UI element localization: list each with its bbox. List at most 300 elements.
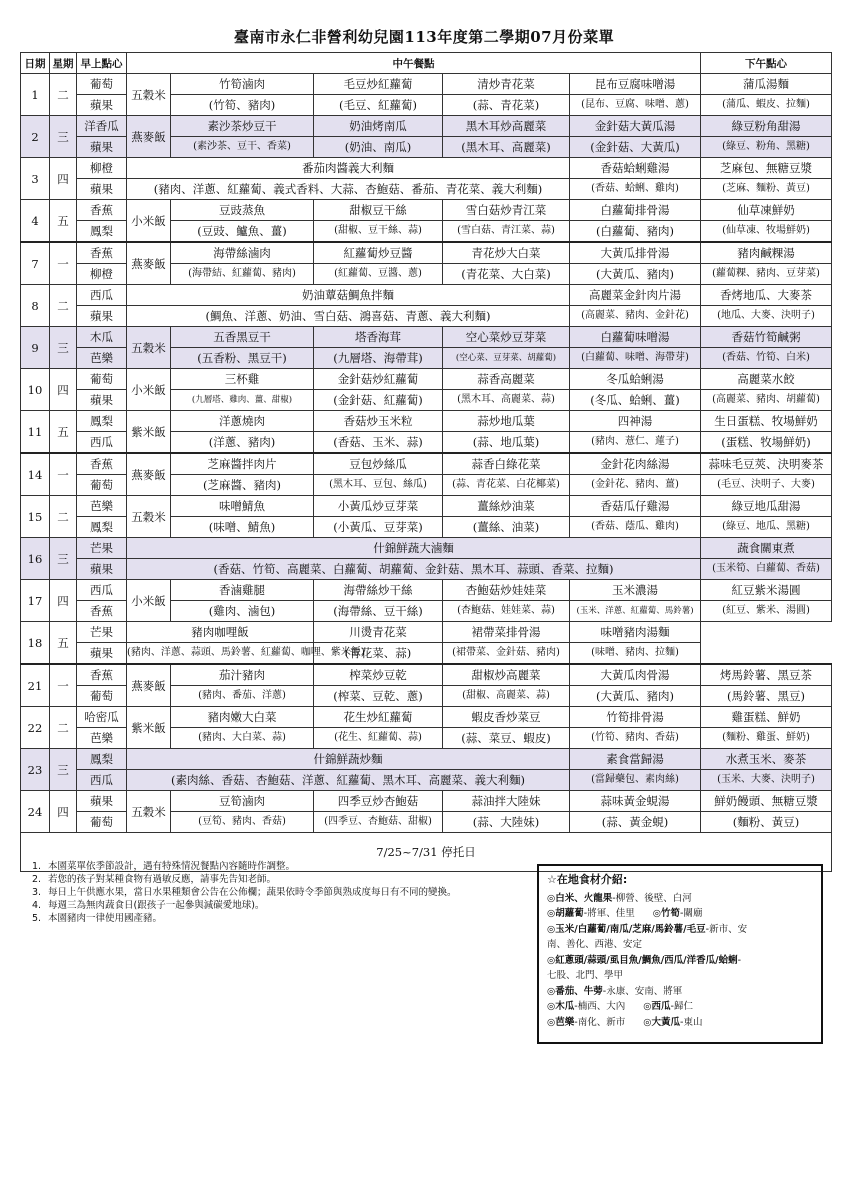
date-cell: 7 <box>21 242 50 285</box>
date-cell: 24 <box>21 791 50 833</box>
am-fruit-2: 芭樂 <box>77 348 127 369</box>
date-cell: 23 <box>21 749 50 791</box>
grain-cell: 五穀米 <box>127 791 171 833</box>
soup-ingredients: (豬肉、薏仁、蓮子) <box>570 432 701 454</box>
pm-snack-ingredients: (麵粉、黃豆) <box>701 812 832 833</box>
dish-3: 蒜香高麗菜 <box>443 369 570 390</box>
date-cell: 2 <box>21 116 50 158</box>
pm-snack: 紅豆紫米湯圓 <box>701 580 832 601</box>
table-row <box>21 791 832 812</box>
table-row-sub <box>21 770 832 791</box>
am-fruit-1: 香蕉 <box>77 664 127 686</box>
pm-snack: 味噌豬肉湯麵 <box>570 622 701 643</box>
soup: 白蘿蔔味噌湯 <box>570 327 701 348</box>
local-item-name: ◎芭樂 <box>547 1016 575 1028</box>
table-row <box>21 580 832 601</box>
table-row <box>21 538 832 559</box>
date-cell: 14 <box>21 453 50 496</box>
local-item-name: ◎木瓜 <box>547 1001 575 1012</box>
dish-1: 茄汁豬肉 <box>171 664 314 686</box>
dish-1-ingredients: (竹筍、豬肉) <box>171 95 314 116</box>
grain-cell: 燕麥飯 <box>127 664 171 707</box>
soup-ingredients: (裙帶菜、金針菇、豬肉) <box>443 643 570 665</box>
table-header-row <box>21 53 832 74</box>
am-fruit-1: 葡萄 <box>77 369 127 390</box>
am-fruit-2: 葡萄 <box>77 475 127 496</box>
dish-2: 四季豆炒杏鮑菇 <box>314 791 443 812</box>
menu-table <box>20 52 832 872</box>
am-fruit-1: 香蕉 <box>77 453 127 475</box>
dish-1: 芝麻醬拌肉片 <box>171 453 314 475</box>
soup: 白蘿蔔排骨湯 <box>570 200 701 221</box>
header-lunch: 中午餐點 <box>127 53 701 74</box>
pm-snack: 豬肉鹹粿湯 <box>701 242 832 264</box>
dish-3-ingredients: (黑木耳、高麗菜) <box>443 137 570 158</box>
table-row <box>21 749 832 770</box>
dish-1-ingredients: (素沙茶、豆干、香菜) <box>171 137 314 158</box>
weekday-cell: 四 <box>50 580 77 622</box>
am-fruit-1: 芒果 <box>77 622 127 643</box>
local-item-origin: -南化、新市 <box>574 1016 626 1028</box>
dish-3-ingredients: (蒜、大陸妹) <box>443 812 570 833</box>
date-cell: 3 <box>21 158 50 200</box>
local-item-origin: - <box>737 954 742 966</box>
date-cell: 21 <box>21 664 50 707</box>
local-line <box>547 968 813 984</box>
pm-snack-ingredients: (綠豆、粉角、黑糖) <box>701 137 832 158</box>
dish-2-ingredients: (甜椒、豆干絲、蒜) <box>314 221 443 243</box>
am-fruit-1: 西瓜 <box>77 580 127 601</box>
soup: 裙帶菜排骨湯 <box>443 622 570 643</box>
note-text: 本園菜單依季節設計，遇有特殊情況餐點內容隨時作調整。 <box>48 861 296 872</box>
soup: 金針花肉絲湯 <box>570 453 701 475</box>
dish-1-ingredients: (豬肉、大白菜、蒜) <box>171 728 314 749</box>
local-line <box>547 1015 813 1031</box>
weekday-cell: 一 <box>50 453 77 496</box>
soup-ingredients: (金針菇、大黃瓜) <box>570 137 701 158</box>
grain-cell: 五穀米 <box>127 496 171 538</box>
local-item-origin: -關廟 <box>680 908 703 919</box>
soup-ingredients: (高麗菜、豬肉、金針花) <box>570 306 701 327</box>
dish-2: 榨菜炒豆乾 <box>314 664 443 686</box>
date-cell: 18 <box>21 622 50 665</box>
soup-ingredients: (金針花、豬肉、薑) <box>570 475 701 496</box>
lunch-main-dish: 番茄肉醬義大利麵 <box>127 158 570 179</box>
dish-3-ingredients: (蒜、青花菜) <box>443 95 570 116</box>
dish-2-ingredients: (紅蘿蔔、豆醬、蔥) <box>314 264 443 285</box>
note-text: 每日上午供應水果，當日水果種類會公告在公佈欄；蔬果依時令季節與熟成度每日有不同的變換。 <box>48 887 457 898</box>
soup: 玉米濃湯 <box>570 580 701 601</box>
am-fruit-2: 西瓜 <box>77 770 127 791</box>
dish-3: 蒜油拌大陸妹 <box>443 791 570 812</box>
soup: 冬瓜蛤蜊湯 <box>570 369 701 390</box>
soup-ingredients: (玉米、洋蔥、紅蘿蔔、馬鈴薯) <box>570 601 701 622</box>
pm-snack-ingredients: (芝麻、麵粉、黃豆) <box>701 179 832 200</box>
soup: 四神湯 <box>570 411 701 432</box>
dish-3: 川燙青花菜 <box>314 622 443 643</box>
grain-cell: 五穀米 <box>127 327 171 369</box>
lunch-main-ingredients: (豬肉、洋蔥、蒜頭、馬鈴薯、紅蘿蔔、咖哩、紫米飯) <box>127 643 314 665</box>
dish-2-ingredients: (奶油、南瓜) <box>314 137 443 158</box>
table-row-sub <box>21 559 832 580</box>
table-row <box>21 411 832 432</box>
dish-1: 竹筍滷肉 <box>171 74 314 95</box>
soup-ingredients: (白蘿蔔、豬肉) <box>570 221 701 243</box>
dish-1: 豆筍滷肉 <box>171 791 314 812</box>
grain-cell: 小米飯 <box>127 369 171 411</box>
table-row <box>21 453 832 475</box>
local-item-origin: -歸仁 <box>670 1001 693 1012</box>
weekday-cell: 二 <box>50 285 77 327</box>
dish-3-ingredients: (青花菜、大白菜) <box>443 264 570 285</box>
lunch-main-ingredients: (鯛魚、洋蔥、奶油、雪白菇、鴻喜菇、青蔥、義大利麵) <box>127 306 570 327</box>
dish-1-ingredients: (雞肉、滷包) <box>171 601 314 622</box>
am-fruit-1: 香蕉 <box>77 242 127 264</box>
note-text: 本園豬肉一律使用國產豬。 <box>48 913 163 924</box>
dish-1-ingredients: (五香粉、黑豆干) <box>171 348 314 369</box>
am-fruit-1: 木瓜 <box>77 327 127 348</box>
local-item-name: ◎番茄、牛蒡 <box>547 985 603 997</box>
local-item-name: ◎紅蔥頭/蒜頭/虱目魚/鯛魚/西瓜/洋香瓜/蛤蜊 <box>547 954 738 966</box>
pm-snack: 綠豆地瓜甜湯 <box>701 496 832 517</box>
dish-2: 小黃瓜炒豆芽菜 <box>314 496 443 517</box>
table-row-sub <box>21 179 832 200</box>
am-fruit-2: 蘋果 <box>77 95 127 116</box>
soup: 大黃瓜肉骨湯 <box>570 664 701 686</box>
am-fruit-1: 葡萄 <box>77 74 127 95</box>
weekday-cell: 三 <box>50 116 77 158</box>
dish-1: 五香黑豆干 <box>171 327 314 348</box>
date-cell: 10 <box>21 369 50 411</box>
table-row <box>21 74 832 95</box>
dish-3: 甜椒炒高麗菜 <box>443 664 570 686</box>
pm-snack-ingredients: (玉米筍、白蘿蔔、香菇) <box>701 559 832 580</box>
dish-1-ingredients: (芝麻醬、豬肉) <box>171 475 314 496</box>
pm-snack: 蔬食關東煮 <box>701 538 832 559</box>
note-number: 4. <box>32 900 42 911</box>
menu-body <box>21 74 832 872</box>
soup: 大黃瓜排骨湯 <box>570 242 701 264</box>
pm-snack-ingredients: (仙草凍、牧場鮮奶) <box>701 221 832 243</box>
soup-ingredients: (竹筍、豬肉、香菇) <box>570 728 701 749</box>
dish-3: 薑絲炒油菜 <box>443 496 570 517</box>
note-item <box>32 873 457 886</box>
local-item-origin: -楠西、大內 <box>574 1001 626 1012</box>
table-row-sub <box>21 643 832 665</box>
dish-2: 紅蘿蔔炒豆醬 <box>314 242 443 264</box>
am-fruit-2: 蘋果 <box>77 390 127 411</box>
date-cell: 11 <box>21 411 50 454</box>
pm-snack: 烤馬鈴薯、黑豆茶 <box>701 664 832 686</box>
dish-3-ingredients: (杏鮑菇、娃娃菜、蒜) <box>443 601 570 622</box>
dish-1-ingredients: (豆豉、鱸魚、薑) <box>171 221 314 243</box>
dish-1-ingredients: (豬肉、番茄、洋蔥) <box>171 686 314 707</box>
note-text: 若您的孩子對某種食物有過敏反應，請事先告知老師。 <box>48 874 277 885</box>
dish-2: 花生炒紅蘿蔔 <box>314 707 443 728</box>
am-fruit-2: 蘋果 <box>77 559 127 580</box>
grain-cell: 燕麥飯 <box>127 453 171 496</box>
dish-3: 杏鮑菇炒娃娃菜 <box>443 580 570 601</box>
note-item <box>32 912 457 925</box>
soup: 香菇瓜仔雞湯 <box>570 496 701 517</box>
header-date: 日期 <box>21 53 50 74</box>
table-row <box>21 622 832 643</box>
pm-snack: 鮮奶饅頭、無糖豆漿 <box>701 791 832 812</box>
local-item-origin: 七股、北門、學甲 <box>547 970 624 981</box>
am-fruit-1: 蘋果 <box>77 791 127 812</box>
weekday-cell: 五 <box>50 411 77 454</box>
date-cell: 22 <box>21 707 50 749</box>
am-fruit-2: 鳳梨 <box>77 221 127 243</box>
am-fruit-1: 洋香瓜 <box>77 116 127 137</box>
dish-1: 香滷雞腿 <box>171 580 314 601</box>
grain-cell: 紫米飯 <box>127 411 171 454</box>
dish-1: 三杯雞 <box>171 369 314 390</box>
dish-1: 素沙茶炒豆干 <box>171 116 314 137</box>
dish-2-ingredients: (九層塔、海帶茸) <box>314 348 443 369</box>
am-fruit-1: 芭樂 <box>77 496 127 517</box>
dish-3: 青花炒大白菜 <box>443 242 570 264</box>
soup: 素食當歸湯 <box>570 749 701 770</box>
pm-snack-ingredients: (馬鈴薯、黑豆) <box>701 686 832 707</box>
date-cell: 4 <box>21 200 50 243</box>
grain-cell: 燕麥飯 <box>127 242 171 285</box>
dish-3: 蒜香白綠花菜 <box>443 453 570 475</box>
weekday-cell: 三 <box>50 538 77 580</box>
weekday-cell: 三 <box>50 749 77 791</box>
header-am-snack: 早上點心 <box>77 53 127 74</box>
am-fruit-2: 葡萄 <box>77 686 127 707</box>
dish-2-ingredients: (黑木耳、豆包、絲瓜) <box>314 475 443 496</box>
local-item-name: ◎大黃瓜 <box>643 1016 681 1028</box>
closed-note: 7/25~7/31 停托日 <box>21 833 832 872</box>
soup: 竹筍排骨湯 <box>570 707 701 728</box>
soup-ingredients: (大黃瓜、豬肉) <box>570 686 701 707</box>
date-cell: 15 <box>21 496 50 538</box>
local-item-origin: -柳營、後壁、白河 <box>612 892 692 904</box>
am-fruit-1: 哈密瓜 <box>77 707 127 728</box>
pm-snack-ingredients: (地瓜、大麥、決明子) <box>701 306 832 327</box>
pm-snack-ingredients: (蒲瓜、蝦皮、拉麵) <box>701 95 832 116</box>
table-row <box>21 327 832 348</box>
table-row <box>21 707 832 728</box>
dish-3-ingredients: (薑絲、油菜) <box>443 517 570 538</box>
pm-snack: 芝麻包、無糖豆漿 <box>701 158 832 179</box>
pm-snack: 水煮玉米、麥茶 <box>701 749 832 770</box>
pm-snack: 生日蛋糕、牧場鮮奶 <box>701 411 832 432</box>
dish-2: 塔香海茸 <box>314 327 443 348</box>
table-row <box>21 242 832 264</box>
dish-1: 豆豉蒸魚 <box>171 200 314 221</box>
weekday-cell: 四 <box>50 369 77 411</box>
table-row <box>21 200 832 221</box>
grain-cell: 小米飯 <box>127 200 171 243</box>
am-fruit-2: 蘋果 <box>77 137 127 158</box>
pm-snack: 香菇竹筍鹹粥 <box>701 327 832 348</box>
note-item <box>32 886 457 899</box>
note-item <box>32 860 457 873</box>
date-cell: 8 <box>21 285 50 327</box>
pm-snack: 蒲瓜湯麵 <box>701 74 832 95</box>
pm-snack-ingredients: (玉米、大麥、決明子) <box>701 770 832 791</box>
dish-1-ingredients: (九層塔、雞肉、薑、甜椒) <box>171 390 314 411</box>
pm-snack: 蒜味毛豆莢、決明麥茶 <box>701 453 832 475</box>
soup-ingredients: (當歸藥包、素肉絲) <box>570 770 701 791</box>
pm-snack: 雞蛋糕、鮮奶 <box>701 707 832 728</box>
soup-ingredients: (香菇、蔭瓜、雞肉) <box>570 517 701 538</box>
soup-ingredients: (大黃瓜、豬肉) <box>570 264 701 285</box>
local-item-name: ◎西瓜 <box>643 1001 671 1012</box>
soup-ingredients: (昆布、豆腐、味噌、蔥) <box>570 95 701 116</box>
dish-2: 甜椒豆干絲 <box>314 200 443 221</box>
pm-snack-ingredients: (麵粉、雞蛋、鮮奶) <box>701 728 832 749</box>
dish-3-ingredients: (雪白菇、青江菜、蒜) <box>443 221 570 243</box>
dish-3-ingredients: (甜椒、高麗菜、蒜) <box>443 686 570 707</box>
pm-snack-ingredients: (蘿蔔粿、豬肉、豆芽菜) <box>701 264 832 285</box>
local-item-name: ◎竹筍 <box>652 908 681 919</box>
note-number: 5. <box>32 913 42 924</box>
dish-2-ingredients: (毛豆、紅蘿蔔) <box>314 95 443 116</box>
note-item <box>32 899 457 912</box>
local-line <box>547 937 813 953</box>
soup-ingredients: (冬瓜、蛤蜊、薑) <box>570 390 701 411</box>
table-row <box>21 285 832 306</box>
am-fruit-2: 香蕉 <box>77 601 127 622</box>
dish-1: 海帶絲滷肉 <box>171 242 314 264</box>
note-number: 1. <box>32 861 42 872</box>
dish-1: 洋蔥燒肉 <box>171 411 314 432</box>
lunch-main-ingredients: (香菇、竹筍、高麗菜、白蘿蔔、胡蘿蔔、金針菇、黑木耳、蒜頭、香菜、拉麵) <box>127 559 701 580</box>
pm-snack: 仙草凍鮮奶 <box>701 200 832 221</box>
dish-2: 豆包炒絲瓜 <box>314 453 443 475</box>
local-item-origin: -新市、安 <box>705 923 748 935</box>
dish-2-ingredients: (榨菜、豆乾、蔥) <box>314 686 443 707</box>
weekday-cell: 四 <box>50 158 77 200</box>
am-fruit-1: 西瓜 <box>77 285 127 306</box>
notes-list <box>32 860 457 925</box>
dish-3-ingredients: (蒜、菜豆、蝦皮) <box>443 728 570 749</box>
page-title: 臺南市永仁非營利幼兒園113年度第二學期07月份菜單 <box>233 28 615 46</box>
pm-snack-ingredients: (毛豆、決明子、大麥) <box>701 475 832 496</box>
table-row <box>21 496 832 517</box>
dish-3-ingredients: (黑木耳、高麗菜、蒜) <box>443 390 570 411</box>
soup-ingredients: (白蘿蔔、味噌、海帶芽) <box>570 348 701 369</box>
dish-3: 黑木耳炒高麗菜 <box>443 116 570 137</box>
soup-ingredients: (香菇、蛤蜊、雞肉) <box>570 179 701 200</box>
note-text: 每週三為無肉蔬食日(跟孩子一起參與減碳愛地球)。 <box>48 900 265 911</box>
weekday-cell: 一 <box>50 664 77 707</box>
am-fruit-2: 鳳梨 <box>77 517 127 538</box>
soup: 昆布豆腐味噌湯 <box>570 74 701 95</box>
local-line <box>547 999 813 1015</box>
date-cell: 9 <box>21 327 50 369</box>
pm-snack-ingredients: (高麗菜、豬肉、胡蘿蔔) <box>701 390 832 411</box>
dish-2: 毛豆炒紅蘿蔔 <box>314 74 443 95</box>
dish-2-ingredients: (香菇、玉米、蒜) <box>314 432 443 454</box>
am-fruit-1: 鳳梨 <box>77 749 127 770</box>
dish-3-ingredients: (蒜、地瓜葉) <box>443 432 570 454</box>
am-fruit-2: 蘋果 <box>77 306 127 327</box>
local-line <box>547 891 813 907</box>
dish-2-ingredients: (金針菇、紅蘿蔔) <box>314 390 443 411</box>
am-fruit-2: 蘋果 <box>77 179 127 200</box>
local-ingredients-lines <box>547 891 813 1031</box>
am-fruit-1: 柳橙 <box>77 158 127 179</box>
lunch-main-dish: 什錦鮮蔬炒麵 <box>127 749 570 770</box>
dish-2: 金針菇炒紅蘿蔔 <box>314 369 443 390</box>
grain-cell: 小米飯 <box>127 580 171 622</box>
dish-3: 蒜炒地瓜葉 <box>443 411 570 432</box>
weekday-cell: 二 <box>50 496 77 538</box>
table-row <box>21 664 832 686</box>
local-line <box>547 984 813 1000</box>
am-fruit-2: 西瓜 <box>77 432 127 454</box>
dish-3: 清炒青花菜 <box>443 74 570 95</box>
note-number: 3. <box>32 887 42 898</box>
pm-snack-ingredients: (紅豆、紫米、湯圓) <box>701 601 832 622</box>
weekday-cell: 一 <box>50 242 77 285</box>
local-line <box>547 922 813 938</box>
am-fruit-1: 香蕉 <box>77 200 127 221</box>
soup-ingredients: (蒜、黃金蜆) <box>570 812 701 833</box>
am-fruit-2: 葡萄 <box>77 812 127 833</box>
table-row <box>21 158 832 179</box>
local-item-origin: -東山 <box>680 1016 703 1028</box>
dish-2: 海帶絲炒干絲 <box>314 580 443 601</box>
local-item-name: ◎胡蘿蔔 <box>547 908 584 919</box>
dish-1-ingredients: (豆筍、豬肉、香菇) <box>171 812 314 833</box>
pm-snack-ingredients: (蛋糕、牧場鮮奶) <box>701 432 832 454</box>
grain-cell: 紫米飯 <box>127 707 171 749</box>
soup: 高麗菜金針肉片湯 <box>570 285 701 306</box>
local-ingredients-title: ☆在地食材介紹: <box>547 873 628 886</box>
pm-snack: 高麗菜水餃 <box>701 369 832 390</box>
am-fruit-2: 柳橙 <box>77 264 127 285</box>
dish-3: 蝦皮香炒菜豆 <box>443 707 570 728</box>
dish-3-ingredients: (青花菜、蒜) <box>314 643 443 665</box>
local-line <box>547 906 813 922</box>
local-ingredients-box <box>537 864 823 1044</box>
lunch-main-dish: 什錦鮮蔬大滷麵 <box>127 538 701 559</box>
table-row-sub <box>21 306 832 327</box>
dish-2-ingredients: (四季豆、杏鮑菇、甜椒) <box>314 812 443 833</box>
note-number: 2. <box>32 874 42 885</box>
dish-1: 豬肉嫩大白菜 <box>171 707 314 728</box>
pm-snack: 香烤地瓜、大麥茶 <box>701 285 832 306</box>
pm-snack-ingredients: (香菇、竹筍、白米) <box>701 348 832 369</box>
soup: 蒜味黃金蜆湯 <box>570 791 701 812</box>
dish-1-ingredients: (洋蔥、豬肉) <box>171 432 314 454</box>
dish-3: 雪白菇炒青江菜 <box>443 200 570 221</box>
local-item-name: ◎白米、火龍果 <box>547 892 613 904</box>
dish-3: 空心菜炒豆芽菜 <box>443 327 570 348</box>
local-item-name: ◎玉米/白蘿蔔/南瓜/芝麻/馬鈴薯/毛豆 <box>547 923 706 935</box>
grain-cell: 五穀米 <box>127 74 171 116</box>
soup: 金針菇大黃瓜湯 <box>570 116 701 137</box>
soup: 香菇蛤蜊雞湯 <box>570 158 701 179</box>
local-item-origin: 南、善化、西港、安定 <box>547 939 643 950</box>
table-row <box>21 116 832 137</box>
dish-2-ingredients: (海帶絲、豆干絲) <box>314 601 443 622</box>
am-fruit-2: 蘋果 <box>77 643 127 665</box>
lunch-main-ingredients: (豬肉、洋蔥、紅蘿蔔、義式香料、大蒜、杏鮑菇、番茄、青花菜、義大利麵) <box>127 179 570 200</box>
weekday-cell: 三 <box>50 327 77 369</box>
weekday-cell: 四 <box>50 791 77 833</box>
dish-2: 香菇炒玉米粒 <box>314 411 443 432</box>
dish-2-ingredients: (小黃瓜、豆芽菜) <box>314 517 443 538</box>
local-item-origin: -將軍、佳里 <box>583 908 635 919</box>
local-item-origin: -永康、安南、將軍 <box>602 985 683 997</box>
